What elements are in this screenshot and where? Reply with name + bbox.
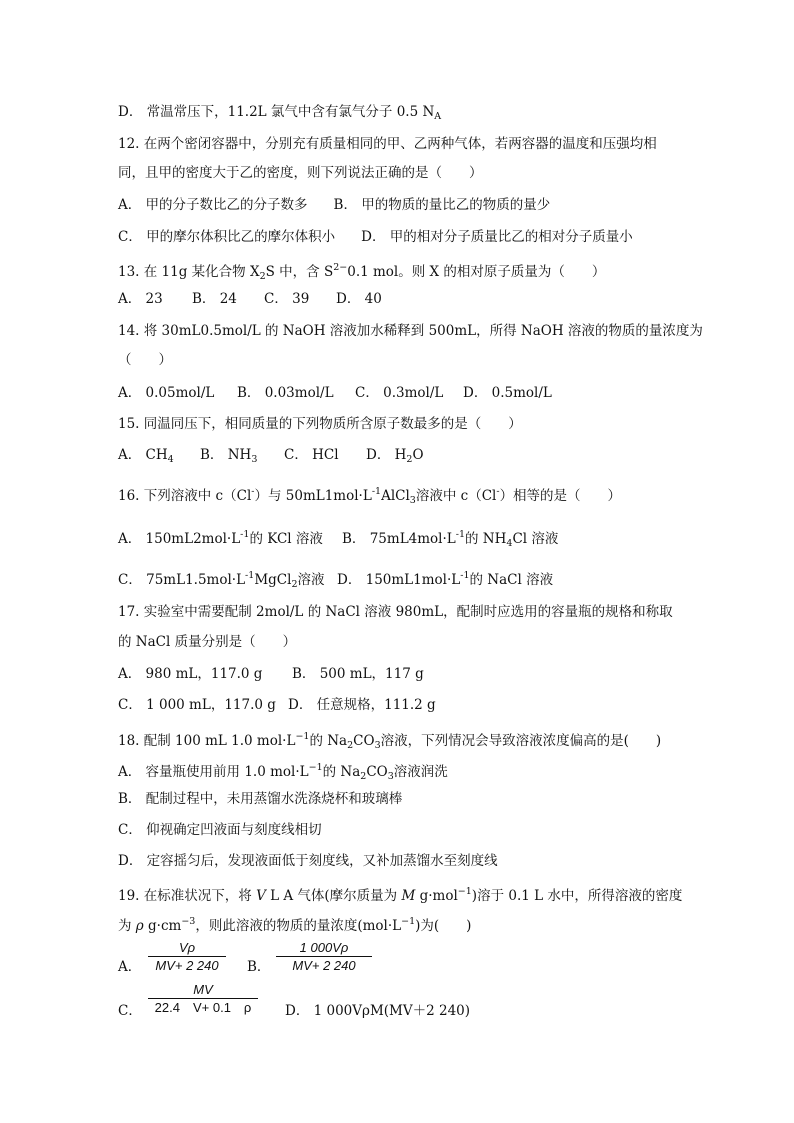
q17-options-cd — [118, 696, 436, 714]
q15-option-b: B． $NH_3$ — [200, 447, 258, 465]
q19-option-b-fraction — [276, 940, 372, 974]
q12-option-b: B． 甲的物质的量比乙的物质的量少 — [333, 197, 551, 213]
q12-stem-line2: 同，且甲的密度大于乙的密度，则下列说法正确的是（ ） — [118, 165, 483, 181]
q14-stem-line1: 14. 将 30mL0.5mol/L 的 NaOH 溶液加水稀释到 500mL，所得 NaOH 溶液的物质的量浓度为 — [118, 323, 703, 339]
q16-option-a: A． $150mL2mol\cdot L^{-1}$的 KCl 溶液 — [118, 529, 323, 547]
q19-option-b-label: B． — [247, 959, 271, 975]
q15-option-c: C． HCl — [284, 447, 339, 463]
q12-options-ab — [118, 196, 550, 214]
q14-options — [118, 384, 552, 402]
q13-option-d: D． 40 — [336, 291, 382, 307]
q14-option-c: C． 0.3mol/L — [355, 385, 444, 401]
q16-option-c: C． $75mL1.5mol\cdot L^{-1}MgCl_2$溶液 — [118, 570, 325, 590]
q19-option-d: D． 1 000VρM(MV＋2 240) — [285, 1003, 471, 1019]
q15-option-a: A． $CH_4$ — [118, 447, 174, 465]
q19-option-a-numerator: Vρ — [178, 940, 196, 955]
q19-option-c-numerator: MV — [193, 982, 213, 997]
q14-option-d: D． 0.5mol/L — [463, 385, 552, 401]
q17-option-d: D． 任意规格，111.2 g — [288, 697, 436, 713]
q19-option-c-fraction — [148, 982, 258, 1016]
q15-option-d: D． $H_2O$ — [366, 447, 424, 465]
q14-option-a: A． 0.05mol/L — [118, 385, 215, 401]
q16-option-d: D． $150mL1mol\cdot L^{-1}$的 NaCl 溶液 — [337, 570, 554, 588]
q12-stem-line1: 12. 在两个密闭容器中，分别充有质量相同的甲、乙两种气体，若两容器的温度和压强均相 — [118, 136, 657, 152]
q16-option-b: B． $75mL4mol\cdot L^{-1}$的 $NH_4Cl$ 溶液 — [342, 529, 559, 549]
q13-options — [118, 290, 382, 308]
q16-stem: 16. 下列溶液中 c（Cl-）与 $50mL1mol\cdot L^{-1}AlCl_3$溶液中 c（Cl-）相等的是（ ） — [118, 486, 622, 506]
q19-option-c-denominator: 22.4 V+ 0.1 ρ — [148, 998, 258, 1016]
q17-stem-line1: 17. 实验室中需要配制 2mol/L 的 NaCl 溶液 980mL，配制时应选用的容量瓶的规格和称取 — [118, 604, 673, 620]
q19-stem-line1: 19. 在标准状况下，将 V L A 气体(摩尔质量为 M g·mol$^{-1}$)溶于 0.1 L 水中，所得溶液的密度 — [118, 886, 683, 904]
q18-option-b: B． 配制过程中，未用蒸馏水洗涤烧杯和玻璃棒 — [118, 791, 403, 807]
q17-option-b: B． 500 mL，117 g — [292, 666, 424, 682]
q19-option-a-label: A． — [118, 959, 142, 975]
q18-option-d: D． 定容摇匀后，发现液面低于刻度线，又补加蒸馏水至刻度线 — [118, 853, 498, 869]
q12-option-c: C． 甲的摩尔体积比乙的摩尔体积小 — [118, 229, 336, 245]
q19-option-b-numerator: 1 000Vρ — [299, 940, 349, 955]
q14-stem-line2: （ ） — [118, 352, 172, 368]
q19-option-b-denominator: MV+ 2 240 — [276, 956, 372, 974]
q12-options-cd — [118, 228, 633, 246]
q17-option-c: C． 1 000 mL，117.0 g — [118, 697, 276, 713]
q13-option-b: B． 24 — [192, 291, 237, 307]
q17-options-ab — [118, 665, 424, 683]
q11-option-d: D． 常温常压下，11.2L 氯气中含有氯气分子 0.5 $N_A$ — [118, 104, 442, 122]
q15-options — [118, 446, 424, 469]
q17-stem-line2: 的 NaCl 质量分别是（ ） — [118, 634, 297, 650]
q17-option-a: A． 980 mL，117.0 g — [118, 666, 263, 682]
q16-options-ab — [118, 526, 558, 553]
q19-option-a-denominator: MV+ 2 240 — [148, 956, 226, 974]
q18-option-c: C． 仰视确定凹液面与刻度线相切 — [118, 822, 322, 838]
q18-option-a: A． 容量瓶使用前用 1.0 $mol\cdot L^{-1}$的 $Na_2CO_3$溶液润洗 — [118, 762, 448, 782]
q15-stem: 15. 同温同压下，相同质量的下列物质所含原子数最多的是（ ） — [118, 416, 522, 432]
q19-option-c-label: C． — [118, 1003, 142, 1019]
q12-option-a: A． 甲的分子数比乙的分子数多 — [118, 197, 308, 213]
q16-options-cd — [118, 567, 553, 594]
q19-option-a-fraction — [148, 940, 226, 974]
q12-option-d: D． 甲的相对分子质量比乙的相对分子质量小 — [361, 229, 633, 245]
q18-stem: 18. 配制 100 mL 1.0 $mol\cdot L^{-1}$的 $Na_2CO_3$溶液，下列情况会导致溶液浓度偏高的是( ) — [118, 731, 662, 751]
q13-stem: 13. 在 11g 某化合物 $X_2S$ 中，含 $S^{2-}0.1$ mol。则 X 的相对原子质量为（ ） — [118, 262, 606, 282]
q13-option-a: A． 23 — [118, 291, 163, 307]
q13-option-c: C． 39 — [264, 291, 310, 307]
q14-option-b: B． 0.03mol/L — [237, 385, 334, 401]
q19-stem-line2: 为 ρ $g\cdot cm^{-3}$，则此溶液的物质的量浓度$(mol\cdot L^{-1})$为( ) — [118, 916, 472, 934]
